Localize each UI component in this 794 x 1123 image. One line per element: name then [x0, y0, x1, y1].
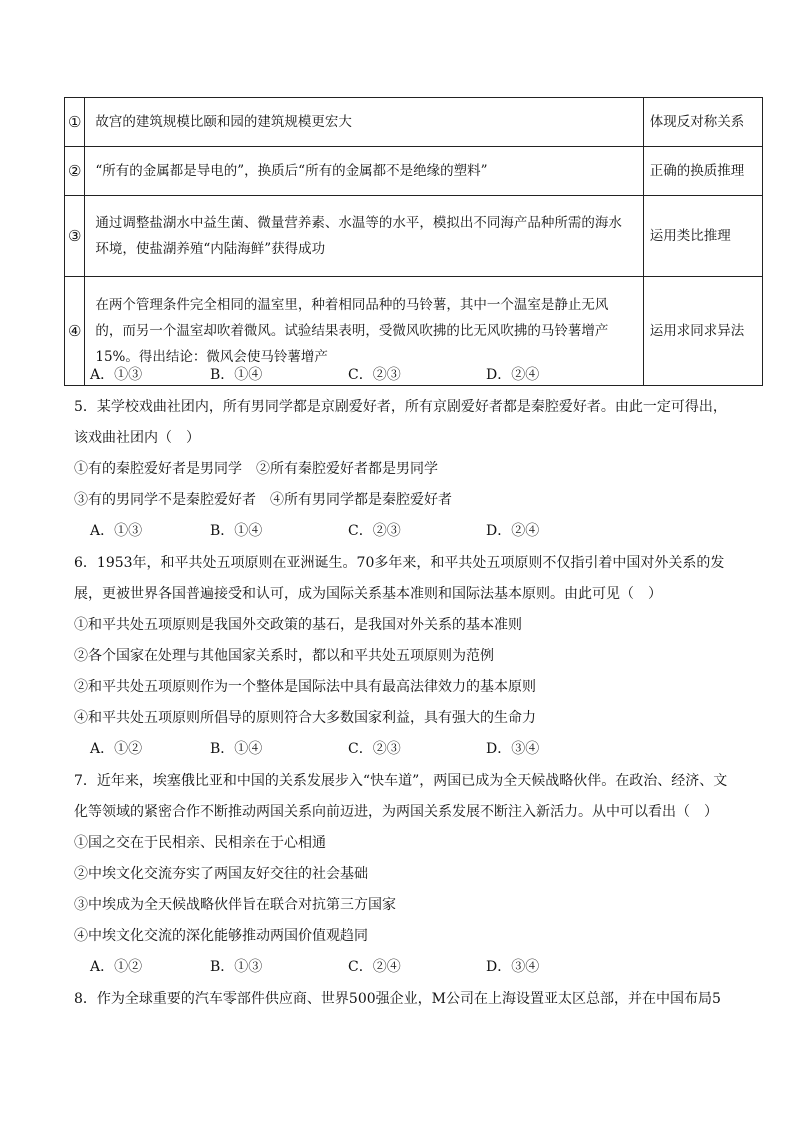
- q6-option-b[interactable]: B．①④: [210, 741, 263, 757]
- q6-stem-line: 6．1953年，和平共处五项原则在亚洲诞生。70多年来，和平共处五项原则不仅指引着中国对外关系的发: [74, 555, 725, 571]
- q7-item: ②中埃文化交流夯实了两国友好交往的社会基础: [74, 866, 368, 882]
- q7-stem-line: 7．近年来，埃塞俄比亚和中国的关系发展步入“快车道”，两国已成为全天候战略伙伴。在政治、经济、文: [74, 773, 728, 789]
- table-row: [65, 196, 763, 277]
- row-judgment: 运用求同求异法: [643, 277, 762, 386]
- row-content: 在两个管理条件完全相同的温室里，种着相同品种的马铃薯，其中一个温室是静止无风的，而另一个温室却吹着微风。试验结果表明，受微风吹拂的比无风吹拂的马铃薯增产15%。得出结论：微风会使马铃薯增产: [85, 277, 643, 386]
- q7-item: ①国之交在于民相亲、民相亲在于心相通: [74, 835, 326, 851]
- q7-option-a[interactable]: A．①②: [90, 959, 143, 975]
- q6-item: ④和平共处五项原则所倡导的原则符合大多数国家利益，具有强大的生命力: [74, 710, 536, 726]
- table-row: [65, 147, 763, 196]
- q8-stem-line: 8．作为全球重要的汽车零部件供应商、世界500强企业，M公司在上海设置亚太区总部，并在中国布局5: [74, 991, 721, 1007]
- row-judgment: 正确的换质推理: [643, 147, 762, 196]
- q7-option-b[interactable]: B．①③: [210, 959, 263, 975]
- q7-stem-line: 化等领域的紧密合作不断推动两国关系向前迈进，为两国关系发展不断注入新活力。从中可以看出（ ）: [74, 804, 718, 820]
- table-row: [65, 277, 763, 386]
- row-content: “所有的金属都是导电的”，换质后“所有的金属都不是绝缘的塑料”: [85, 147, 643, 196]
- q7-option-c[interactable]: C．②④: [348, 959, 401, 975]
- q7-item: ③中埃成为全天候战略伙伴旨在联合对抗第三方国家: [74, 897, 396, 913]
- q5-stem-line: 该戏曲社团内（ ）: [74, 430, 200, 446]
- row-number: ④: [65, 277, 85, 386]
- q4-option-b[interactable]: B．①④: [210, 367, 263, 383]
- q6-option-a[interactable]: A．①②: [90, 741, 143, 757]
- q6-item: ①和平共处五项原则是我国外交政策的基石，是我国对外关系的基本准则: [74, 617, 522, 633]
- q5-item: ①有的秦腔爱好者是男同学 ②所有秦腔爱好者都是男同学: [74, 461, 438, 477]
- table-row: [65, 98, 763, 147]
- row-content: 故宫的建筑规模比颐和园的建筑规模更宏大: [85, 98, 643, 147]
- q7-item: ④中埃文化交流的深化能够推动两国价值观趋同: [74, 928, 368, 944]
- row-judgment: 体现反对称关系: [643, 98, 762, 147]
- q6-option-d[interactable]: D．③④: [486, 741, 540, 757]
- row-number: ①: [65, 98, 85, 147]
- q5-option-d[interactable]: D．②④: [486, 523, 540, 539]
- q5-option-a[interactable]: A．①③: [90, 523, 143, 539]
- row-judgment: 运用类比推理: [643, 196, 762, 277]
- q6-option-c[interactable]: C．②③: [348, 741, 401, 757]
- q4-option-d[interactable]: D．②④: [486, 367, 540, 383]
- q5-option-c[interactable]: C．②③: [348, 523, 401, 539]
- row-number: ③: [65, 196, 85, 277]
- q4-option-c[interactable]: C．②③: [348, 367, 401, 383]
- judgment-table: [64, 97, 763, 386]
- row-content: 通过调整盐湖水中益生菌、微量营养素、水温等的水平，模拟出不同海产品种所需的海水环境，使盐湖养殖“内陆海鲜”获得成功: [85, 196, 643, 277]
- q4-option-a[interactable]: A．①③: [90, 367, 143, 383]
- q7-option-d[interactable]: D．③④: [486, 959, 540, 975]
- q5-option-b[interactable]: B．①④: [210, 523, 263, 539]
- row-number: ②: [65, 147, 85, 196]
- q5-item: ③有的男同学不是秦腔爱好者 ④所有男同学都是秦腔爱好者: [74, 492, 452, 508]
- q5-stem-line: 5．某学校戏曲社团内，所有男同学都是京剧爱好者，所有京剧爱好者都是秦腔爱好者。由此一定可得出，: [74, 399, 727, 415]
- q6-stem-line: 展，更被世界各国普遍接受和认可，成为国际关系基本准则和国际法基本原则。由此可见（ ）: [74, 586, 662, 602]
- q6-item: ②和平共处五项原则作为一个整体是国际法中具有最高法律效力的基本原则: [74, 679, 536, 695]
- q6-item: ②各个国家在处理与其他国家关系时，都以和平共处五项原则为范例: [74, 648, 494, 664]
